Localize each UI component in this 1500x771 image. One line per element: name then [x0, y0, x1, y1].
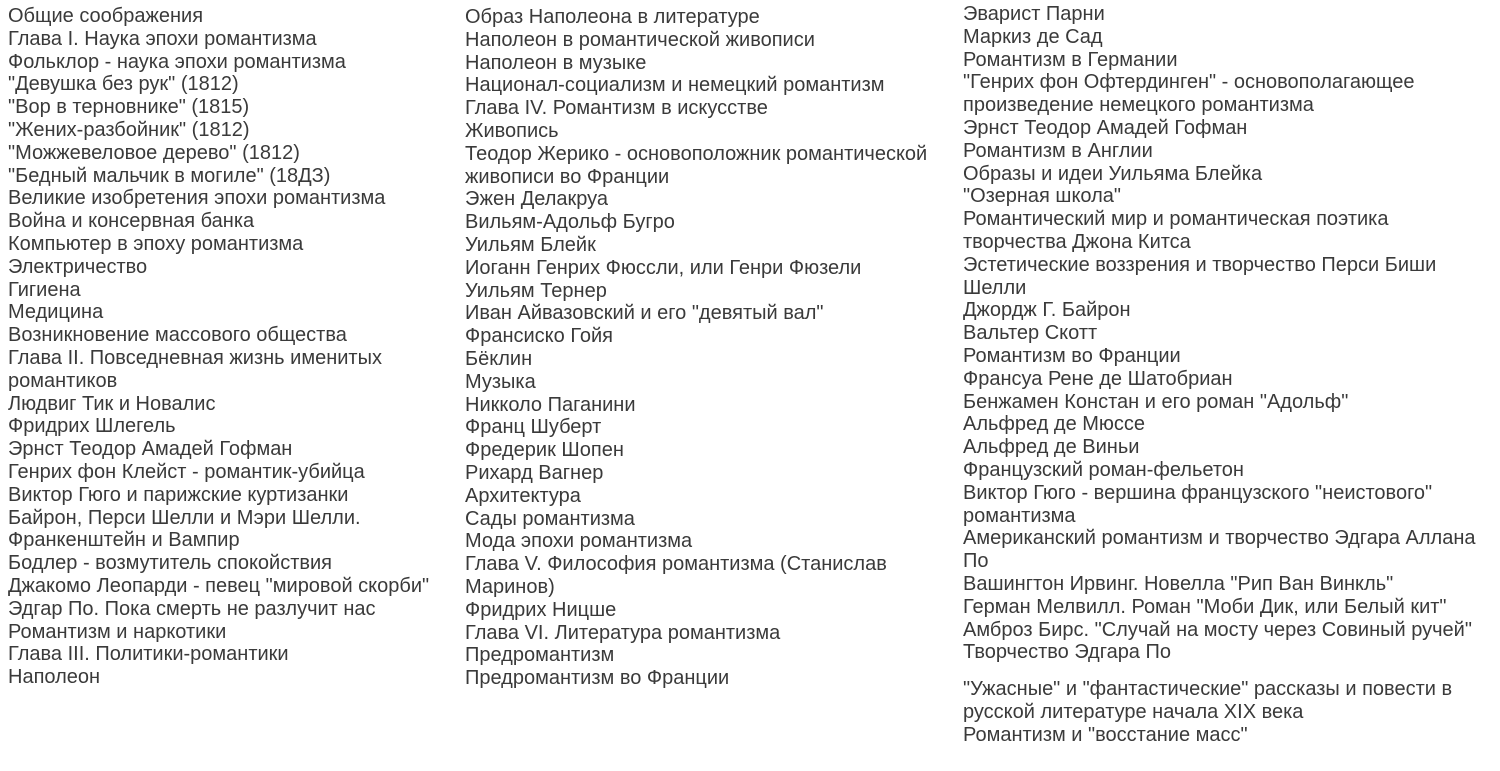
toc-entry: Альфред де Мюссе	[963, 413, 1146, 436]
toc-entry: Виктор Гюго - вершина французского "неистового" романтизма	[963, 481, 1433, 527]
toc-entry: "Жених-разбойник" (1812)	[8, 118, 250, 141]
toc-entry: "Можжевеловое дерево" (1812)	[8, 141, 300, 164]
toc-entry: Альфред де Виньи	[963, 436, 1140, 459]
toc-entry: Генрих фон Клейст - романтик-убийца	[8, 460, 365, 483]
toc-entry: Гигиена	[8, 278, 81, 301]
toc-entry: Вашингтон Ирвинг. Новелла "Рип Ван Винкль"	[963, 572, 1394, 595]
toc-entry: Глава V. Философия романтизма (Станислав Маринов)	[465, 553, 887, 598]
toc-entry: Теодор Жерико - основоположник романтической живописи во Франции	[465, 142, 928, 188]
toc-entry: Франсуа Рене де Шатобриан	[963, 367, 1233, 390]
toc-entry: Франсиско Гойя	[465, 325, 613, 348]
toc-entry: Мода эпохи романтизма	[465, 530, 693, 553]
toc-entry: Уильям Тернер	[465, 279, 607, 302]
toc-entry: Сады романтизма	[465, 507, 635, 530]
toc-entry: Национал-социализм и немецкий романтизм	[465, 74, 885, 97]
toc-entry: Наполеон в музыке	[465, 51, 647, 74]
toc-entry: Романтизм в Англии	[963, 139, 1153, 162]
toc-entry: Байрон, Перси Шелли и Мэри Шелли. Франкенштейн и Вампир	[8, 506, 361, 552]
toc-entry: Предромантизм во Франции	[465, 667, 730, 690]
toc-entry: "Вор в терновнике" (1815)	[8, 96, 250, 119]
toc-entry: Предромантизм	[465, 644, 615, 667]
toc-column-3	[963, 3, 1493, 747]
toc-entry: Музыка	[465, 370, 536, 393]
toc-entry: Уильям Блейк	[465, 233, 596, 256]
toc-entry: Образ Наполеона в литературе	[465, 6, 760, 28]
toc-entry: Амброз Бирс. "Случай на мосту через Совиный ручей"	[963, 618, 1472, 641]
toc-entry: Эрнст Теодор Амадей Гофман	[8, 438, 293, 461]
toc-entry: Глава VI. Литература романтизма	[465, 621, 781, 644]
toc-entry: Наполеон	[8, 666, 101, 689]
toc-entry: Вальтер Скотт	[963, 322, 1098, 345]
toc-entry: Романтический мир и романтическая поэтика творчества Джона Китса	[963, 208, 1389, 253]
toc-entry: Глава I. Наука эпохи романтизма	[8, 27, 317, 50]
toc-entry: Никколо Паганини	[465, 393, 636, 416]
toc-entry: Бёклин	[465, 347, 533, 370]
toc-entry: Романтизм и "восстание масс"	[963, 723, 1248, 746]
toc-entry: "Девушка без рук" (1812)	[8, 73, 239, 96]
toc-entry: Виктор Гюго и парижские куртизанки	[8, 483, 349, 506]
toc-entry: Иван Айвазовский и его "девятый вал"	[465, 302, 824, 325]
toc-entry: Франц Шуберт	[465, 416, 602, 439]
toc-entry: Эварист Парни	[963, 3, 1105, 25]
toc-column-1	[8, 5, 458, 689]
toc-entry: Великие изобретения эпохи романтизма	[8, 187, 386, 210]
toc-entry: Герман Мелвилл. Роман "Моби Дик, или Белый кит"	[963, 595, 1447, 618]
toc-entry: Медицина	[8, 301, 104, 324]
toc-entry: Наполеон в романтической живописи	[465, 28, 815, 51]
toc-entry: Французский роман-фельетон	[963, 458, 1244, 481]
toc-entry: Фридрих Ницше	[465, 598, 617, 621]
toc-entry: Американский романтизм и творчество Эдгара Аллана По	[963, 527, 1476, 573]
toc-column-2	[465, 6, 955, 690]
toc-entry: Живопись	[465, 119, 559, 142]
toc-entry: Эрнст Теодор Амадей Гофман	[963, 116, 1248, 139]
toc-entry: Бенжамен Констан и его роман "Адольф"	[963, 390, 1349, 413]
toc-entry: Творчество Эдгара По	[963, 641, 1171, 664]
toc-entry: Эжен Делакруа	[465, 188, 609, 211]
toc-entry: Рихард Вагнер	[465, 461, 604, 484]
toc-entry: Вильям-Адольф Бугро	[465, 211, 675, 234]
toc-entry: Романтизм в Германии	[963, 48, 1178, 71]
toc-entry: Джордж Г. Байрон	[963, 299, 1131, 322]
toc-entry: Фредерик Шопен	[465, 439, 624, 462]
toc-entry: Фольклор - наука эпохи романтизма	[8, 50, 346, 73]
toc-entry: Глава III. Политики-романтики	[8, 643, 289, 666]
toc-entry: Маркиз де Сад	[963, 25, 1103, 48]
toc-entry: "Бедный мальчик в могиле" (18ДЗ)	[8, 164, 331, 187]
toc-entry: Возникновение массового общества	[8, 324, 347, 347]
toc-entry: Джакомо Леопарди - певец "мировой скорби"	[8, 574, 430, 597]
toc-entry: Образы и идеи Уильяма Блейка	[963, 162, 1263, 185]
toc-entry: Романтизм во Франции	[963, 344, 1181, 367]
toc-entry: "Озерная школа"	[963, 185, 1121, 208]
toc-entry: Глава II. Повседневная жизнь именитых романтиков	[8, 346, 382, 392]
toc-entry: Эдгар По. Пока смерть не разлучит нас	[8, 597, 376, 620]
toc-entry: Общие соображения	[8, 5, 204, 27]
toc-entry: Война и консервная банка	[8, 210, 255, 233]
toc-entry: Эстетические воззрения и творчество Перси Биши Шелли	[963, 253, 1437, 299]
toc-entry: Компьютер в эпоху романтизма	[8, 232, 304, 255]
toc-entry: "Ужасные" и "фантастические" рассказы и повести в русской литературе начала XIX века	[963, 678, 1453, 723]
toc-entry: Фридрих Шлегель	[8, 415, 176, 438]
toc-entry: Глава IV. Романтизм в искусстве	[465, 97, 768, 120]
toc-entry: Электричество	[8, 255, 148, 278]
toc-entry: Людвиг Тик и Новалис	[8, 392, 216, 415]
toc-entry: Иоганн Генрих Фюссли, или Генри Фюзели	[465, 256, 862, 279]
toc-entry: Архитектура	[465, 484, 581, 507]
toc-entry: "Генрих фон Офтердинген" - основополагающее произведение немецкого романтизма	[963, 71, 1415, 117]
toc-entry: Бодлер - возмутитель спокойствия	[8, 552, 332, 575]
toc-entry: Романтизм и наркотики	[8, 620, 227, 643]
